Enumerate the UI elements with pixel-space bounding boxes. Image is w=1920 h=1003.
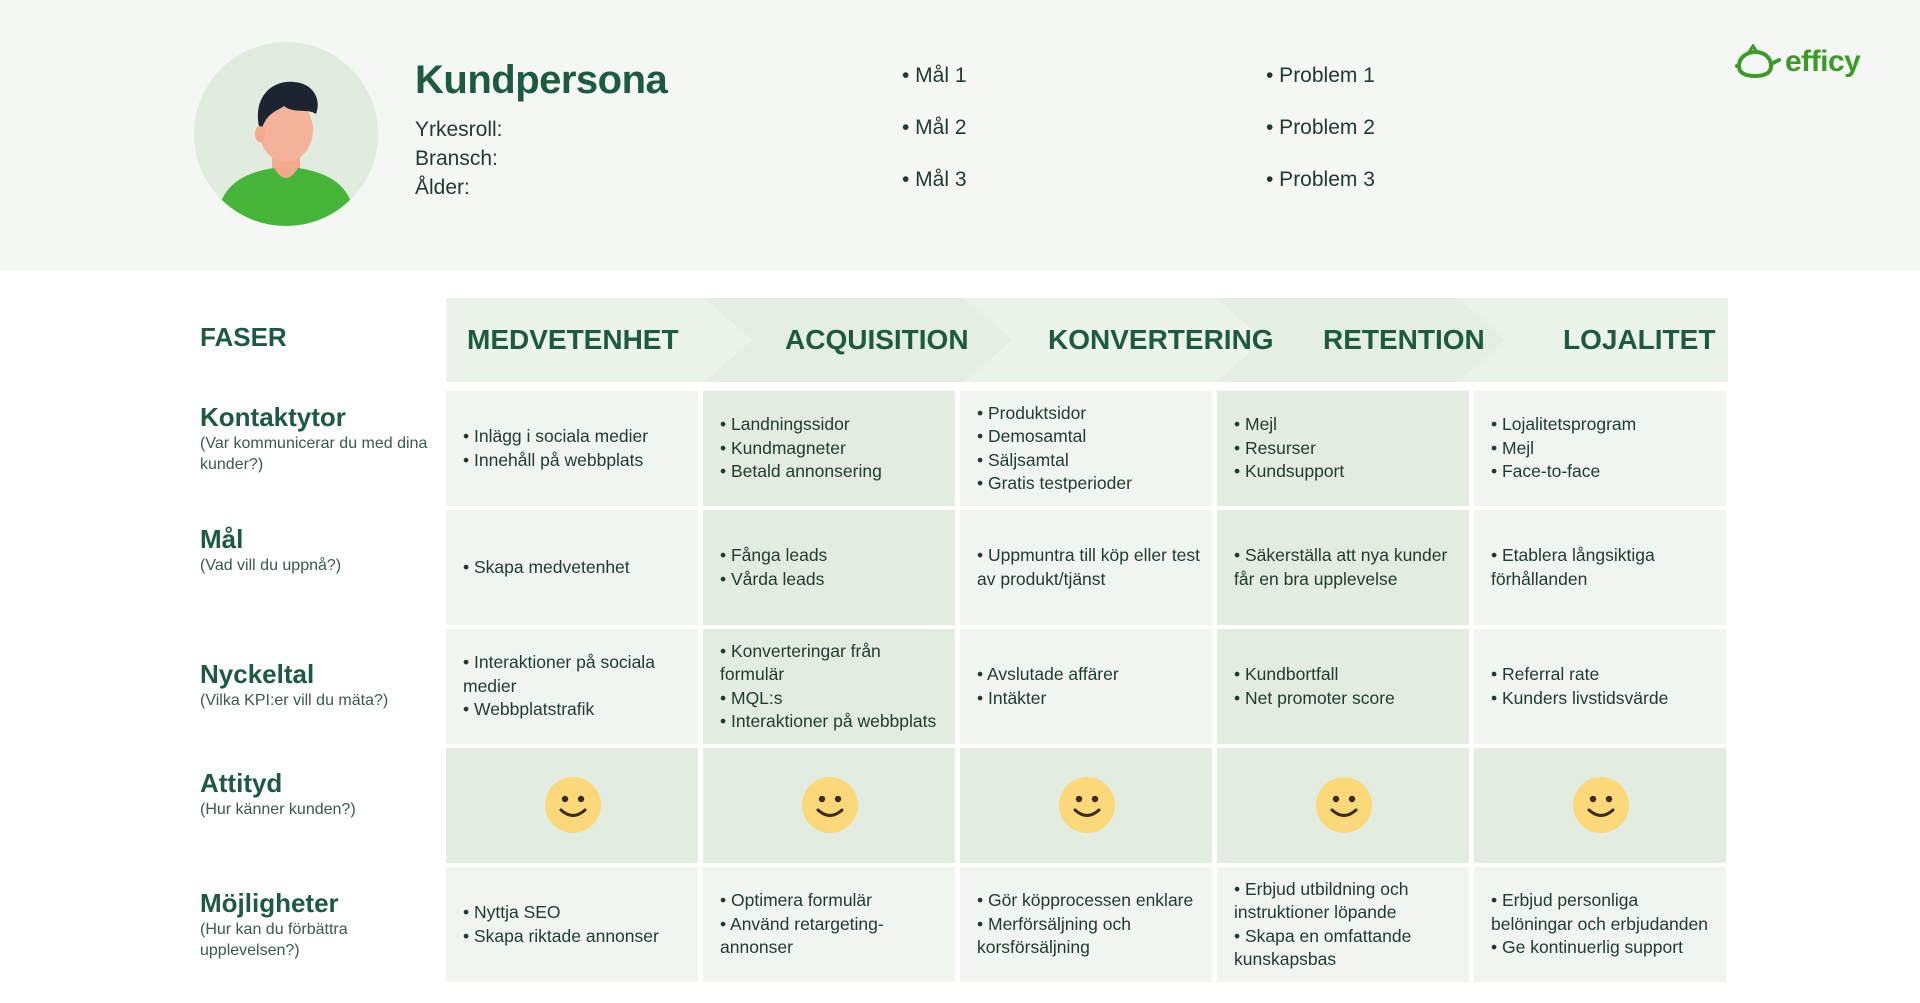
list-item: • Kundmagneter bbox=[720, 437, 846, 458]
goal-item: • Mål 2 bbox=[902, 116, 967, 139]
grid-cell bbox=[1474, 629, 1726, 744]
goal-item: • Mål 1 bbox=[902, 64, 967, 87]
grid-cell bbox=[703, 391, 955, 506]
grid-cell bbox=[960, 391, 1212, 506]
list-item: • Innehåll på webbplats bbox=[463, 449, 644, 470]
phase-konvertering: KONVERTERING bbox=[1048, 324, 1274, 355]
list-item: • Landningssidor bbox=[720, 414, 850, 435]
grid-cell bbox=[1217, 867, 1469, 982]
list-item: • Mejl bbox=[1491, 437, 1535, 458]
attitude-cell bbox=[1217, 748, 1469, 863]
grid-cell bbox=[1217, 391, 1469, 506]
kettle-icon bbox=[1735, 44, 1781, 80]
goal-item: • Mål 3 bbox=[902, 168, 967, 191]
phase-acquisition: ACQUISITION bbox=[785, 324, 969, 355]
list-item: • Skapa medvetenhet bbox=[463, 556, 630, 577]
field-bransch: Bransch: bbox=[415, 147, 498, 170]
grid-cell bbox=[446, 629, 698, 744]
list-item: • Vårda leads bbox=[720, 568, 825, 589]
smiley-icon bbox=[1573, 777, 1629, 840]
list-item: • Resurser bbox=[1234, 437, 1316, 458]
list-item: • Fånga leads bbox=[720, 545, 828, 565]
problem-item: • Problem 3 bbox=[1266, 168, 1375, 191]
list-item: • Erbjud personliga belöningar och erbjudanden bbox=[1491, 890, 1708, 934]
list-item: • Webbplatstrafik bbox=[463, 699, 595, 720]
list-item: • MQL:s bbox=[720, 687, 783, 708]
grid-cell bbox=[446, 510, 698, 625]
problem-item: • Problem 2 bbox=[1266, 116, 1375, 139]
row-header-mal: Mål (Vad vill du uppnå?) bbox=[200, 524, 342, 574]
list-item: • Referral rate bbox=[1491, 664, 1600, 684]
list-item: • Net promoter score bbox=[1234, 687, 1395, 708]
phase-lojalitet: LOJALITET bbox=[1563, 324, 1716, 355]
field-alder: Ålder: bbox=[415, 176, 470, 199]
grid-cell bbox=[1217, 510, 1469, 625]
phases-band bbox=[446, 298, 1728, 382]
phase-retention: RETENTION bbox=[1323, 324, 1485, 355]
persona-header bbox=[0, 0, 1920, 270]
list-item: • Kundbortfall bbox=[1234, 664, 1339, 684]
list-item: • Avslutade affärer bbox=[977, 664, 1119, 684]
row-header-nyckeltal: Nyckeltal (Vilka KPI:er vill du mäta?) bbox=[200, 659, 389, 709]
grid-cell bbox=[960, 867, 1212, 982]
list-item: • Kunders livstidsvärde bbox=[1491, 687, 1669, 708]
list-item: • Skapa en omfattande kunskapsbas bbox=[1234, 925, 1412, 969]
grid-cell bbox=[703, 510, 955, 625]
list-item: • Nyttja SEO bbox=[463, 902, 561, 922]
list-item: • Mejl bbox=[1234, 414, 1278, 435]
row-header-kontaktytor: Kontaktytor (Var kommunicerar du med dina kunder?) bbox=[200, 402, 428, 473]
list-item: • Använd retargeting-annonser bbox=[720, 913, 884, 958]
list-item: • Intäkter bbox=[977, 687, 1047, 708]
field-yrkesroll: Yrkesroll: bbox=[415, 118, 503, 141]
list-item: • Interaktioner på webbplats bbox=[720, 711, 937, 731]
list-item: • Inlägg i sociala medier bbox=[463, 426, 649, 446]
row-header-mojligheter: Möjligheter (Hur kan du förbättra upplevelsen?) bbox=[200, 888, 348, 959]
grid-cell bbox=[1474, 391, 1726, 506]
list-item: • Gratis testperioder bbox=[977, 473, 1132, 493]
grid-cell bbox=[1474, 510, 1726, 625]
list-item: • Gör köpprocessen enklare bbox=[977, 890, 1194, 911]
list-item: • Ge kontinuerlig support bbox=[1491, 937, 1683, 958]
logo-text: efficy bbox=[1785, 45, 1861, 78]
smiley-icon bbox=[1316, 777, 1372, 840]
phase-medvetenhet: MEDVETENHET bbox=[467, 324, 679, 355]
row-header-attityd: Attityd (Hur känner kunden?) bbox=[200, 768, 356, 818]
attitude-cell bbox=[960, 748, 1212, 863]
list-item: • Produktsidor bbox=[977, 402, 1087, 423]
list-item: • Interaktioner på sociala medier bbox=[463, 652, 655, 696]
smiley-icon bbox=[802, 777, 858, 840]
list-item: • Erbjud utbildning och instruktioner löpande bbox=[1234, 878, 1409, 922]
smiley-icon bbox=[1059, 777, 1115, 840]
list-item: • Merförsäljning och korsförsäljning bbox=[977, 913, 1131, 958]
grid-cell bbox=[703, 629, 955, 744]
list-item: • Etablera långsiktiga förhållanden bbox=[1491, 545, 1655, 589]
list-item: • Demosamtal bbox=[977, 426, 1087, 446]
attitude-cell bbox=[703, 748, 955, 863]
list-item: • Skapa riktade annonser bbox=[463, 925, 659, 946]
grid-cell bbox=[960, 510, 1212, 625]
list-item: • Lojalitetsprogram bbox=[1491, 414, 1637, 435]
grid-cell bbox=[1474, 867, 1726, 982]
person-icon bbox=[194, 42, 378, 226]
list-item: • Kundsupport bbox=[1234, 461, 1345, 482]
grid-cell bbox=[960, 629, 1212, 744]
grid-cell bbox=[446, 867, 698, 982]
phases-heading: FASER bbox=[200, 322, 287, 352]
list-item: • Konverteringar från formulär bbox=[720, 640, 881, 684]
problem-item: • Problem 1 bbox=[1266, 64, 1375, 87]
list-item: • Säljsamtal bbox=[977, 449, 1069, 470]
grid-cell bbox=[446, 391, 698, 506]
list-item: • Uppmuntra till köp eller test av produkt/tjänst bbox=[977, 545, 1201, 589]
list-item: • Face-to-face bbox=[1491, 461, 1601, 482]
smiley-icon bbox=[545, 777, 601, 840]
list-item: • Betald annonsering bbox=[720, 461, 882, 482]
attitude-cell bbox=[446, 748, 698, 863]
list-item: • Säkerställa att nya kunder får en bra upplevelse bbox=[1234, 545, 1448, 589]
avatar bbox=[194, 42, 378, 226]
list-item: • Optimera formulär bbox=[720, 890, 872, 911]
grid-cell bbox=[703, 867, 955, 982]
page-title: Kundpersona bbox=[415, 58, 668, 102]
grid-cell bbox=[1217, 629, 1469, 744]
brand-logo bbox=[1735, 42, 1860, 82]
attitude-cell bbox=[1474, 748, 1726, 863]
